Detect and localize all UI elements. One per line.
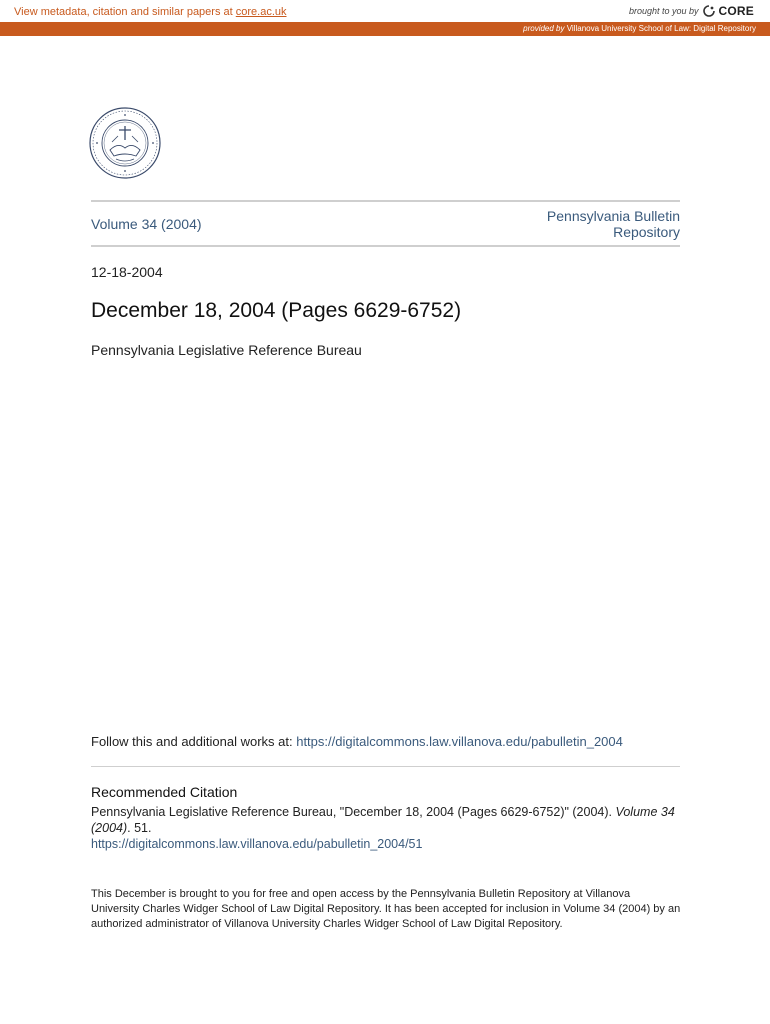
citation-main: Pennsylvania Legislative Reference Bureau, "December 18, 2004 (Pages 6629-6752)" (2004).: [91, 805, 616, 819]
core-logo-icon: [703, 5, 715, 17]
publication-date: 12-18-2004: [91, 264, 163, 280]
citation-rule: [91, 766, 680, 767]
series-line1: Pennsylvania Bulletin: [546, 208, 680, 224]
brought-to-you-label: brought to you by: [628, 6, 699, 16]
access-notice: This December is brought to you for free and open access by the Pennsylvania Bulletin Repository at Villanova University Charles Widger School of Law Digital Repository. It has been accepted for inclusion in Volume 34 (2004) by an authorized administrator of Villanova University Charles Widger School of Law Digital Repository.: [91, 888, 681, 930]
core-link[interactable]: core.ac.uk: [235, 6, 287, 18]
recommended-citation-heading: Recommended Citation: [91, 784, 238, 800]
citation-text: [91, 804, 681, 852]
header-bottom-rule: [91, 245, 680, 247]
follow-label: Follow this and additional works at:: [91, 734, 297, 749]
university-seal-icon: [88, 106, 162, 180]
series-link[interactable]: [460, 208, 680, 240]
citation-after: . 51.: [127, 821, 152, 835]
view-metadata-label: View metadata, citation and similar papers at: [14, 6, 233, 18]
header-top-rule: [91, 200, 680, 202]
provided-by-bar: [0, 22, 770, 36]
citation-url-link[interactable]: https://digitalcommons.law.villanova.edu/pabulletin_2004/51: [91, 837, 423, 851]
core-banner: [0, 0, 770, 22]
document-title: December 18, 2004 (Pages 6629-6752): [91, 299, 462, 322]
follow-section: [91, 734, 623, 749]
core-brand[interactable]: [629, 4, 754, 18]
core-logo-text: CORE: [718, 4, 754, 18]
document-author: Pennsylvania Legislative Reference Bureau: [91, 342, 362, 358]
provided-by-label: provided by: [523, 24, 565, 33]
volume-link[interactable]: Volume 34 (2004): [91, 216, 202, 232]
follow-url-link[interactable]: https://digitalcommons.law.villanova.edu/pabulletin_2004: [296, 734, 623, 749]
series-line2: Repository: [613, 224, 680, 240]
core-metadata-text: [14, 6, 287, 18]
provided-by-source: Villanova University School of Law: Digital Repository: [566, 24, 756, 33]
citation-italic: Volume 34 (2004): [91, 805, 675, 835]
